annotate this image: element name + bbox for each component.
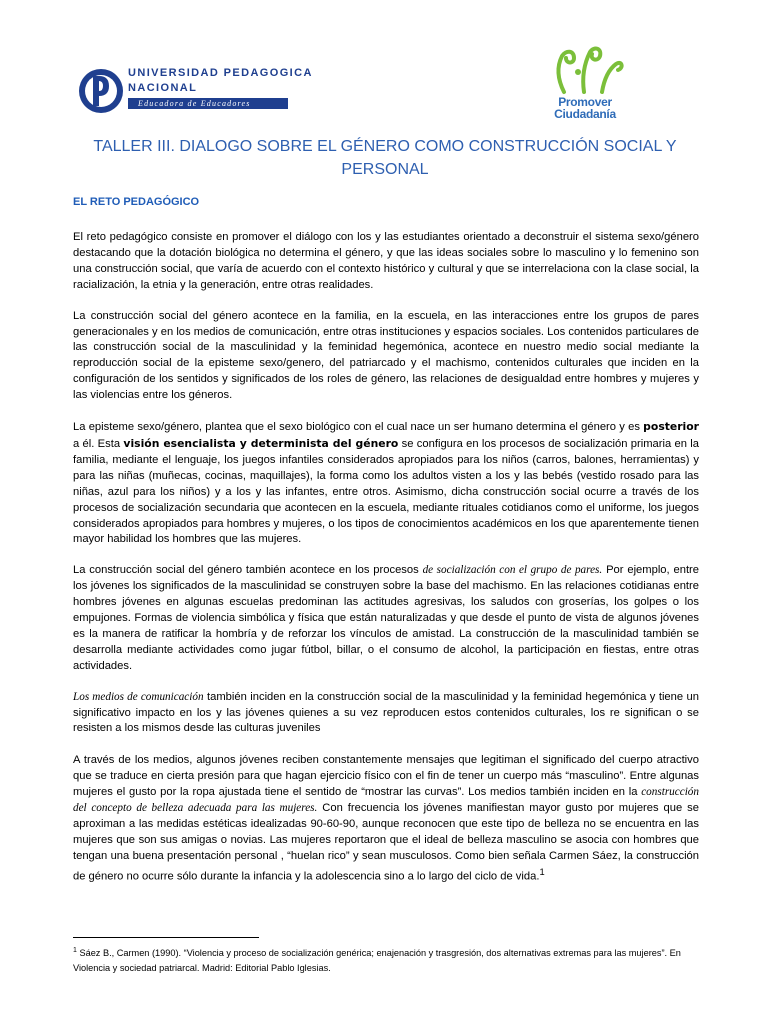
footnote (73, 943, 699, 976)
footnote-marker: 1 (73, 947, 77, 954)
paragraph-6-italic: construcción del concepto de belleza adecuada para las mujeres. (73, 786, 699, 815)
paragraph-3-text-c: a él. Esta (73, 437, 124, 450)
upn-seal-icon (78, 62, 124, 120)
footnote-reference[interactable]: 1 (539, 866, 545, 877)
university-logo (78, 62, 313, 122)
paragraph-5-italic: Los medios de comunicación (73, 690, 204, 703)
paragraph-3-bold-posterior: posterior (643, 420, 699, 434)
paragraph-5-text-b: también inciden en la construcción social de la masculinidad y la feminidad hegemónica y tiene un significativo impacto en los y las jóvenes quienes a su vez reproducen estos contenidos culturales, los re significan o se resisten a los mismos desde las culturas juveniles (73, 690, 699, 735)
university-wordmark (128, 66, 313, 109)
paragraph-3-text-a: La episteme sexo/género, plantea que el sexo biológico con el cual nace un ser humano determina el género y es (73, 421, 644, 434)
paragraph-4-text-c: Por ejemplo, entre los jóvenes los significados de la masculinidad se construyen sobre la base del machismo. En las relaciones cotidianas entre hombres jóvenes en algunas escuelas predominan las actitudes agresivas, los saludos con groserías, los golpes o los empujones. Formas de violencia simbólica y física que están naturalizadas y que desde el punto de vista de algunos jóvenes es la manera de ratificar la hombría y de reforzar los vínculos de amistad. La construcción de la masculinidad también se desarrolla mediante actividades como jugar fútbol, billar, o el consumo de alcohol, la participación en fiestas, entre otras actividades. (73, 564, 699, 672)
paragraph-3-bold-vision: visión esencialista y determinista del género (123, 436, 399, 450)
paragraph-4 (73, 563, 699, 674)
partner-logo-line2: Ciudadanía (554, 107, 616, 121)
paragraph-4-text-a: La construcción social del género también acontece en los procesos (73, 564, 423, 577)
paragraph-1: El reto pedagógico consiste en promover el diálogo con los y las estudiantes orientado a deconstruir el sistema sexo/género destacando que la dotación biológica no determina el género, y que las ideas sociales sobre lo masculino y lo femenino son una construcción social, que varía de acuerdo con el contexto histórico y cultural y que se interrelaciona con la clase social, la racialización, la etnia y la generación, entre otras realidades. (73, 231, 699, 291)
paragraph-6-text-c: Con frecuencia los jóvenes manifiestan mayor gusto por mujeres que se aproximan a las medidas estéticas idealizadas 90-60-90, aunque reconocen que este tipo de belleza no se encuentra en las mujeres que son sus amigas o novias. Las mujeres reportaron que el ideal de belleza masculino se asocia con hombres que tengan una buena presentación personal , “huelan rico” y sean musculosos. Como bien señala Carmen Sáez, la construcción de género no ocurre sólo durante la infancia y la adolescencia sino a lo largo del ciclo de vida. (73, 802, 699, 883)
university-tagline: Educadora de Educadores (128, 98, 288, 109)
paragraph-3-text-e: se configura en los procesos de socialización primaria en la familia, mediante el lenguaje, los juegos infantiles considerados apropiados para los niños (carros, balones, herramientas) y para las niñas (muñecas, cocinas, maquillajes), la forma como los adultos visten a los y las bebés (vestido rosado para las niñas, azul para los niños) y a los y las infantes, entre otros. Asimismo, dicha construcción social ocurre a través de los procesos de socialización secundaria que acontecen en la escuela, mediante rituales cotidianos como el uniforme, los juegos considerados apropiados para hombres y mujeres, o los tipos de conocimientos académicos en los que aparentemente tienen mayor habilidad los hombres que las mujeres. (73, 437, 699, 546)
paragraph-2: La construcción social del género acontece en la familia, en la escuela, en las interacciones entre los grupos de pares generacionales y en los medios de comunicación, entre otras instituciones y espacios sociales. Los contenidos particulares de las construcción social de la masculinidad y la feminidad hegemónica, acontece en nuestro medio social mediante la reproducción social de la episteme sexo/genero, del patriarcado y el machismo, contenidos culturales que inciden en la configuración de los sentidos y significados de los roles de género, las relaciones de desigualdad entre hombres y mujeres y las violencias entre los géneros. (73, 309, 699, 402)
paragraph-3 (73, 419, 699, 548)
paragraph-4-italic: de socialización con el grupo de pares. (422, 564, 603, 577)
footnote-divider (73, 937, 259, 938)
partner-logo (540, 42, 630, 122)
section-heading: EL RETO PEDAGÓGICO (73, 196, 200, 208)
partner-logo-line1: Promover (558, 95, 612, 109)
university-name-line2: NACIONAL (128, 82, 198, 94)
footnote-text: Sáez B., Carmen (1990). “Violencia y proceso de socialización genérica; enajenación y trasgresión, dos alternativas extremas para las mujeres”. En Violencia y sociedad patriarcal. Madrid: Editorial Pablo Iglesias. (73, 948, 681, 974)
paragraph-5 (73, 690, 699, 738)
document-title: TALLER III. DIALOGO SOBRE EL GÉNERO COMO CONSTRUCCIÓN SOCIAL Y PERSONAL (93, 138, 677, 178)
university-name-line1: UNIVERSIDAD PEDAGOGICA (128, 67, 313, 79)
page-header (0, 0, 768, 130)
partner-logo-text (540, 96, 630, 120)
document-body (73, 230, 699, 900)
paragraph-6-text-a: A través de los medios, algunos jóvenes reciben constantemente mensajes que legitiman el significado del cuerpo atractivo que se traduce en cierta presión para que hagan ejercicio físico con el fin de tener un cuerpo más “masculino”. Entre algunas mujeres el gusto por la ropa ajustada tiene el sentido de “mostrar las curvas”. Los medios también inciden en la (73, 754, 699, 799)
promover-ciudadania-icon (544, 42, 626, 96)
paragraph-6 (73, 753, 699, 885)
